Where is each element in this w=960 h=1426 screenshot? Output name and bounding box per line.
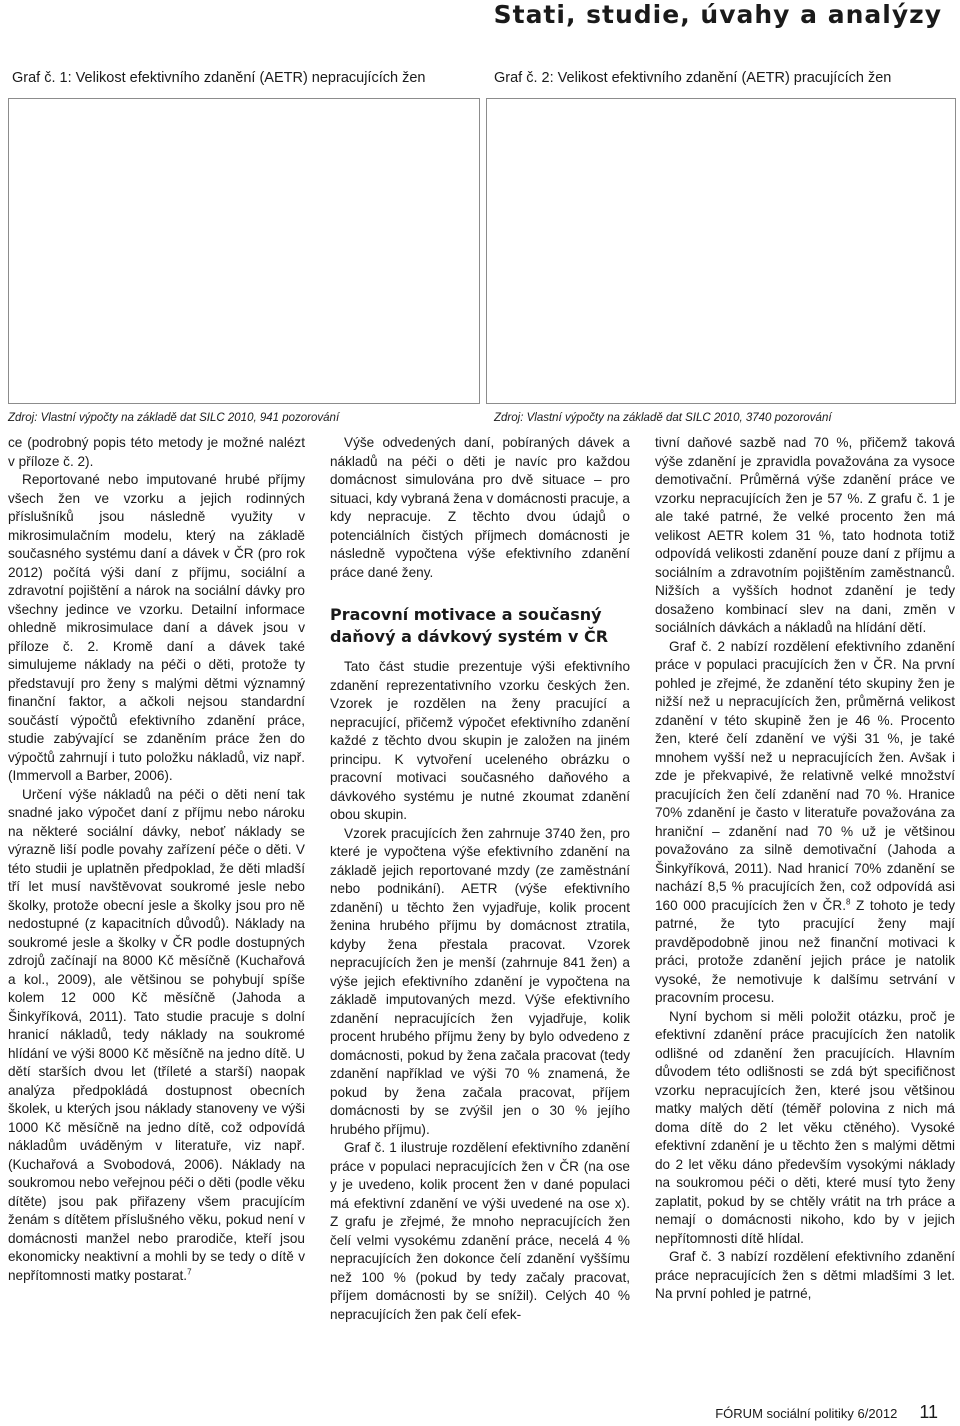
paragraph-text: Určení výše nákladů na péči o děti není tak snadné jako výpočet daní z příjmu nebo nároku na některé sociální dávky, neboť náklady se výrazně liší podle povahy zařízení péče o děti. V této studii je uplatněn předpoklad, že děti mladší tří let musí navštěvovat soukromé jesle nebo školky, protože obecní jesle a školky jsou pro ně nedostupné (z kapacitních důvodů). Náklady na soukromé jesle a školky v ČR podle dostupných zdrojů začínají na 8000 Kč měsíčně (Kuchařová a kol., 2009), ale většinou se pohybují spíše kolem 12 000 Kč měsíčně (Jahoda a Šinkyříková, 2011). Tato studie pracuje s dolní hranicí nákladů, tedy náklady na soukromé hlídání ve výši 8000 Kč měsíčně na jedno dítě. U dětí starších dvou let (tříleté a starší) naopak analýza předpokládá dostupnost obecních školek, u kterých jsou náklady stanoveny ve výši 1000 Kč měsíčně na jedno dítě, což odpovídá nákladům uváděným v literatuře, viz např. (Kuchařová a Svobodová, 2006). Náklady na soukromou nebo veřejnou péči o děti (podle věku dítěte) jsou pak přiřazeny všem pracujícím ženám s dítětem příslušného věku, pokud není v domácnosti manžel nebo prarodiče, kteří jsou ekonomicky neaktivní a mohli by se tedy o dítě v nepřítomnosti matky postarat.: [8, 786, 305, 1283]
figure2-source: Zdroj: Vlastní výpočty na základě dat SILC 2010, 3740 pozorování: [494, 412, 832, 424]
paragraph: [8, 786, 305, 1286]
figure2-chart-area: [486, 98, 956, 404]
paragraph-text: Graf č. 2 nabízí rozdělení efektivního zdanění práce v populaci pracujících žen v ČR. Na první pohled je zřejmé, že zdanění této skupiny žen je nižší než u nepracujících žen, průměrná velikost zdanění v této skupině žen je 46 %. Procento žen, které čelí zdanění ve výši 31 %, je také mnohem vyšší než u nepracujících žen. Avšak i zde je překvapivé, že relativně velké množství pracujících žen čelí zdanění nad 70 %. Hranice 70% zdanění je často v literatuře považována za hraniční – zdanění nad 70 % už je většinou považováno za silně demotivační (Jahoda a Šinkyříková, 2011). Nad hranicí 70% zdanění se nachází 8,5 % pracujících žen, což odpovídá asi 160 000 pracujících žen v ČR.: [655, 638, 955, 913]
footnote-marker: 7: [187, 1266, 192, 1276]
section-title: Stati, studie, úvahy a analýzy: [493, 0, 942, 29]
paragraph: Reportované nebo imputované hrubé příjmy všech žen ve vzorku a jejich rodinných příslušníků jsou následně využity v mikrosimulačním modelu, který na základě současného systému daní a dávek v ČR (pro rok 2012) počítá výši daní z příjmu, sociální a zdravotní pojištění a nárok na sociální dávky pro všechny jedince ve vzorku. Detailní informace ohledně mikrosimulace daní a dávek jsou v příloze č. 2. Kromě daní a dávek také simulujeme náklady na péči o děti, protože ty představují pro ženy s malými dětmi významný finanční faktor, a ačkoli nejsou standardní součástí výpočtů efektivního zdanění práce, studie zabývající se zdaněním práce žen do výpočtů zahrnují i tuto položku nákladů, viz např. (Immervoll a Barber, 2006).: [8, 472, 305, 783]
paragraph: Tato část studie prezentuje výši efektivního zdanění reprezentativního vzorku českých žen. Vzorek je rozdělen na ženy pracující a nepracující, přičemž výpočet efektivního zdanění každé z těchto dvou skupin je založen na jiném principu. K vytvoření uceleného obrázku o pracovní motivaci současného daňového a dávkového systému je nutné zkoumat zdanění obou skupin.: [330, 659, 630, 822]
paragraph: Vzorek pracujících žen zahrnuje 3740 žen, pro které je vypočtena výše efektivního zdanění na základě jejich reportované mzdy (ze zaměstnání nebo podnikání). AETR (výše efektivního zdanění) u těchto žen vyjadřuje, kolik procent ženina hrubého příjmu by domácnost ztratila, kdyby žena přestala pracovat. Vzorek nepracujících žen je menší (zahrnuje 841 žen) a výše jejich efektivního zdanění je vypočtena na základě imputovaných mezd. Výše efektivního zdanění nepracujících žen vyjadřuje, kolik procent hrubého příjmu ženy by bylo odvedeno z domácnosti, pokud by žena začala pracovat (tedy zdanění například ve výši 70 % znamená, že pokud by žena začala pracovat, příjem domácnosti by se zvýšil jen o 30 % jejího hrubého příjmu).: [330, 825, 630, 1137]
journal-name: FÓRUM sociální politiky 6/2012: [715, 1406, 898, 1421]
column-2: [330, 434, 630, 1324]
paragraph: Nyní bychom si měli položit otázku, proč je efektivní zdanění práce pracujících žen natolik odlišné od zdanění žen pracujících. Hlavním důvodem této odlišnosti se zdá být specifičnost vzorku nepracujících žen, které jsou většinou matky malých dětí (téměř polovina z nich má doma dítě do 2 let věku ctěného). Vysoké efektivní zdanění je u těchto žen s malými dětmi do 2 let věku dáno především vysokými náklady na soukromou péči o děti, které musí tyto ženy zaplatit, pokud by se chtěly vrátit na trh práce a nemají o domácnosti nikoho, kdo by v jejich nepřítomnosti dítě hlídal.: [655, 1008, 955, 1246]
page-footer: [715, 1402, 938, 1423]
paragraph-text: Z tohoto je tedy patrné, že tyto pracující ženy mají pravděpodobně jinou než finanční motivaci k práci, protože zdanění jejich práce je natolik vysoké, že nemotivuje k dalšímu setrvání v pracovním procesu.: [655, 897, 956, 1005]
column-3: [655, 434, 955, 1304]
paragraph: [655, 638, 955, 1008]
page-number: 11: [919, 1402, 938, 1422]
figure1-title: Graf č. 1: Velikost efektivního zdanění (AETR) nepracujících žen: [12, 70, 426, 86]
figure1-source: Zdroj: Vlastní výpočty na základě dat SILC 2010, 941 pozorování: [8, 412, 340, 424]
paragraph: tivní daňové sazbě nad 70 %, přičemž taková výše zdanění je zpravidla považována za vysoce demotivační. Průměrná výše zdanění práce ve vzorku nepracujících žen je 57 %. Z grafu č. 1 je ale také patrné, že velké procento žen má velikost AETR kolem 31 %, tato hodnota totiž odpovídá velikosti zdanění pouze daní z příjmu a sociálním a zdravotním pojištěním zaměstnanců. Nižších a vyšších hodnot zdanění je tedy dosaženo kombinací slev na dani, změn v sociálních dávkách a nákladů na hlídání dětí.: [655, 435, 955, 635]
paragraph: ce (podrobný popis této metody je možné nalézt v příloze č. 2).: [8, 435, 305, 469]
figure2-title: Graf č. 2: Velikost efektivního zdanění (AETR) pracujících žen: [494, 70, 892, 86]
paragraph: Výše odvedených daní, pobíraných dávek a nákladů na péči o děti je navíc pro každou domácnost simulována pro dvě situace – pro situaci, kdy vybraná žena v domácnosti pracuje, a kdy nepracuje. Z těchto dvou údajů o potenciálních čistých příjmech domácnosti je následně vypočtena výše efektivního zdanění práce dané ženy.: [330, 435, 630, 580]
paragraph: Graf č. 1 ilustruje rozdělení efektivního zdanění práce v populaci nepracujících žen v ČR (na ose y je uvedeno, kolik procent žen v dané populaci má efektivní zdanění ve výši uvedené na ose x). Z grafu je zřejmé, že mnoho nepracujících žen čelí velmi vysokému zdanění práce, necelá 4 % nepracujících žen dokonce čelí zdanění vyššímu než 100 % (pokud by tedy začaly pracovat, příjem domácnosti by se snížil). Celých 40 % nepracujících žen pak čelí efek-: [330, 1140, 630, 1322]
figure1-chart-area: [8, 98, 480, 404]
column-1: [8, 434, 305, 1285]
footnote-marker: 8: [845, 896, 851, 906]
paragraph: Graf č. 3 nabízí rozdělení efektivního zdanění práce nepracujících žen s dětmi mladšími 3 let. Na první pohled je patrné,: [655, 1249, 955, 1301]
section-heading: Pracovní motivace a současný daňový a dávkový systém v ČR: [330, 605, 609, 646]
